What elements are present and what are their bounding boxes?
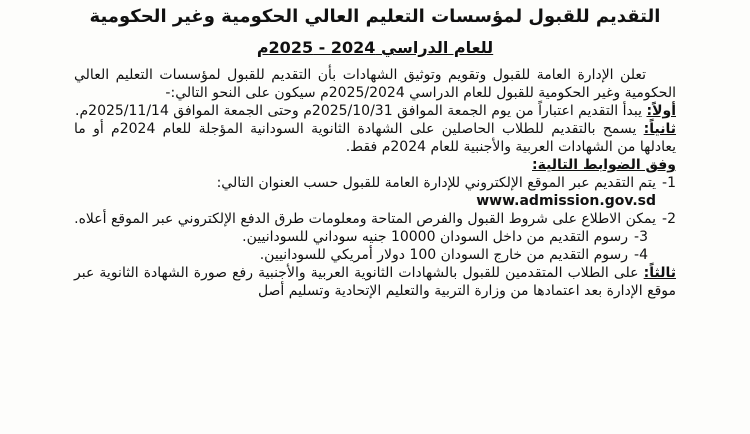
rule-number: 3- <box>634 229 648 245</box>
rule-item-3 <box>74 228 676 246</box>
document-page <box>0 4 750 434</box>
document-subtitle: للعام الدراسي 2024 - 2025م <box>256 38 494 57</box>
section-third-text: على الطلاب المتقدمين للقبول بالشهادات الثانوية العربية والأجنبية رفع صورة الشهادة الثانوية عبر موقع الإدارة بعد اعتمادها من وزارة التربية والتعليم الإتحادية وتسليم أصل <box>74 265 676 299</box>
rule-text: يمكن الاطلاع على شروط القبول والفرص المتاحة ومعلومات طرق الدفع الإلكتروني عبر الموقع أعلاه. <box>74 211 656 227</box>
rule-text: رسوم التقديم من خارج السودان 100 دولار أمريكي للسودانيين. <box>259 247 628 263</box>
rule-text: رسوم التقديم من داخل السودان 10000 جنيه سوداني للسودانيين. <box>242 229 628 245</box>
website-link[interactable]: www.admission.gov.sd <box>476 193 656 209</box>
section-first-text: يبدأ التقديم اعتباراً من يوم الجمعة الموافق 2025/10/31م وحتى الجمعة الموافق 2025/11/14م. <box>75 103 643 119</box>
rule-item-2 <box>74 210 676 228</box>
document-title: التقديم للقبول لمؤسسات التعليم العالي الحكومية وغير الحكومية <box>89 6 661 27</box>
section-second <box>74 120 676 156</box>
section-third-label: ثالثاً: <box>643 265 676 281</box>
rule-item-1 <box>74 174 676 192</box>
section-first-label: أولاً: <box>646 103 676 119</box>
rule-number: 4- <box>634 247 648 263</box>
rule-number: 1- <box>662 175 676 191</box>
rule-text: يتم التقديم عبر الموقع الإلكتروني للإدارة العامة للقبول حسب العنوان التالي: <box>216 175 656 191</box>
rule-number: 2- <box>662 211 676 227</box>
section-second-label: ثانياً: <box>643 121 677 137</box>
rules-heading: وفق الضوابط التالية: <box>532 157 676 173</box>
intro-paragraph: تعلن الإدارة العامة للقبول وتقويم وتوثيق الشهادات بأن التقديم للقبول لمؤسسات التعليم العالي الحكومية وغير الحكومية للقبول للعام الدراسي 2025/2024م سيكون على النحو التالي:- <box>74 67 676 101</box>
section-second-text: يسمح بالتقديم للطلاب الحاصلين على الشهادة الثانوية السودانية المؤجلة للعام 2024م أو ما يعادلها من الشهادات العربية والأجنبية للعام 2024م فقط. <box>74 121 676 155</box>
rule-item-4 <box>74 246 676 264</box>
section-first <box>74 102 676 120</box>
section-third <box>74 264 676 300</box>
